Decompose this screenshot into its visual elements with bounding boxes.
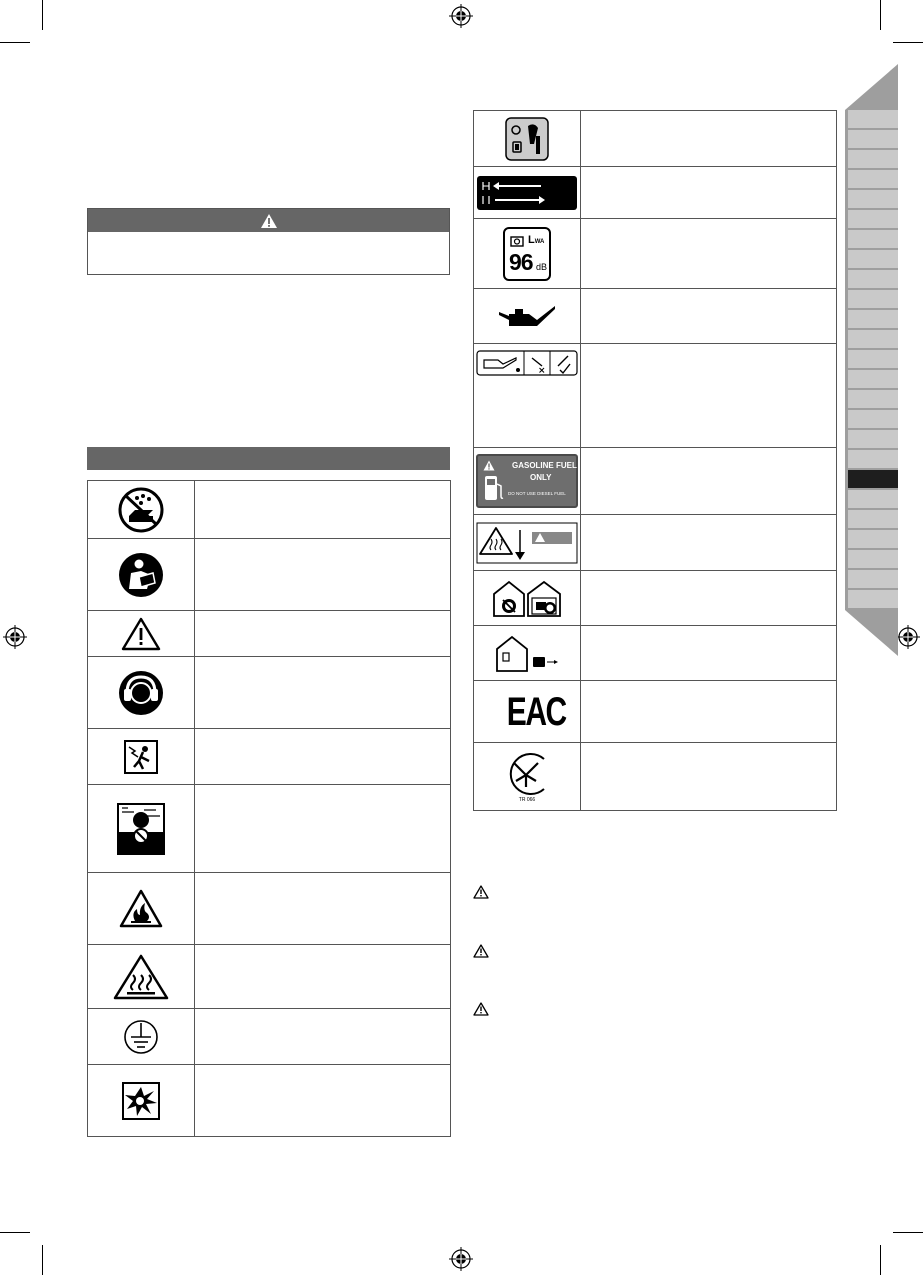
engine-icon — [509, 233, 525, 249]
fuel-pump-icon — [483, 474, 505, 504]
row-text — [194, 945, 450, 1009]
ua-mark-caption: TR 066 — [518, 796, 536, 803]
row-text — [580, 289, 836, 344]
row-text — [194, 729, 450, 785]
left-symbol-table — [87, 480, 451, 1137]
indoor-use-prohibited-icon — [492, 578, 562, 618]
sound-power-icon — [503, 227, 551, 281]
row-text — [194, 539, 450, 611]
carbon-monoxide-icon — [116, 802, 166, 856]
row-text — [194, 785, 450, 873]
row-text — [580, 219, 836, 289]
table-row — [88, 611, 451, 657]
side-tab[interactable] — [848, 410, 898, 428]
explosion-hazard-icon — [121, 1081, 161, 1121]
side-tab[interactable] — [848, 190, 898, 208]
note-item — [473, 885, 489, 904]
read-manual-icon — [117, 551, 165, 599]
side-tab-active[interactable] — [848, 470, 898, 488]
lwa-label: L — [527, 233, 535, 246]
table-row — [88, 657, 451, 729]
side-tab[interactable] — [848, 490, 898, 508]
side-tab[interactable] — [848, 370, 898, 388]
side-tab[interactable] — [848, 390, 898, 408]
section-header-bar — [87, 447, 450, 470]
table-row — [474, 167, 837, 219]
electric-shock-icon — [123, 739, 159, 775]
fuel-label-line2: ONLY — [529, 473, 552, 482]
cross-mark: × — [537, 366, 546, 376]
side-tab[interactable] — [848, 310, 898, 328]
warning-box-text — [88, 232, 449, 244]
oil-fuel-check-icon — [476, 350, 578, 376]
fuel-label-line1: GASOLINE FUEL — [511, 461, 577, 470]
table-row — [474, 448, 837, 515]
row-text — [580, 515, 836, 571]
table-row — [88, 481, 451, 539]
side-tab[interactable] — [848, 150, 898, 168]
side-tab[interactable] — [848, 530, 898, 548]
side-tab[interactable] — [848, 270, 898, 288]
choke-lever-icon — [504, 116, 550, 162]
warning-box — [87, 208, 450, 275]
row-text — [580, 681, 836, 743]
table-row — [88, 1065, 451, 1137]
side-tab[interactable] — [848, 230, 898, 248]
side-tab[interactable] — [848, 350, 898, 368]
earth-ground-icon — [123, 1019, 159, 1055]
side-tab[interactable] — [848, 290, 898, 308]
table-row — [88, 785, 451, 873]
row-text — [580, 344, 836, 448]
row-text — [194, 1065, 450, 1137]
table-row — [474, 111, 837, 167]
table-row — [474, 743, 837, 811]
sound-value: 96 — [508, 248, 533, 275]
table-row — [88, 873, 451, 945]
hot-surface-below-icon — [476, 522, 578, 564]
registration-mark-icon — [449, 4, 473, 28]
row-text — [194, 873, 450, 945]
table-row — [474, 571, 837, 626]
table-row — [88, 729, 451, 785]
table-row — [474, 681, 837, 743]
distance-arrows-icon — [477, 176, 577, 210]
ua-conformity-symbol — [502, 751, 552, 797]
table-row — [88, 1009, 451, 1065]
table-row — [474, 344, 837, 448]
warning-triangle-icon — [473, 885, 489, 899]
row-text — [580, 626, 836, 681]
sound-unit: dB — [535, 261, 547, 272]
table-row — [474, 515, 837, 571]
table-row — [474, 289, 837, 344]
row-text — [580, 167, 836, 219]
row-text — [580, 448, 836, 515]
side-tab[interactable] — [848, 590, 898, 608]
fuel-label-line3: DO NOT USE DIESEL FUEL — [507, 491, 566, 496]
hot-surface-icon — [113, 953, 169, 1001]
do-not-expose-to-rain-icon — [113, 486, 169, 534]
registration-mark-icon — [3, 625, 27, 649]
row-text — [194, 1009, 450, 1065]
table-row — [88, 945, 451, 1009]
side-tab[interactable] — [848, 130, 898, 148]
side-tab[interactable] — [848, 510, 898, 528]
side-tab[interactable] — [848, 330, 898, 348]
outdoor-use-icon — [495, 633, 559, 673]
side-tab[interactable] — [848, 210, 898, 228]
wear-ear-protection-icon — [117, 669, 165, 717]
row-text — [194, 481, 450, 539]
row-text — [580, 111, 836, 167]
table-row — [474, 626, 837, 681]
side-tab[interactable] — [848, 110, 898, 128]
warning-triangle-icon — [473, 944, 489, 958]
note-item — [473, 1002, 489, 1021]
row-text — [580, 743, 836, 811]
registration-mark-icon — [449, 1247, 473, 1271]
row-text — [580, 571, 836, 626]
table-row — [88, 539, 451, 611]
side-tab[interactable] — [848, 170, 898, 188]
warning-triangle-icon — [260, 213, 278, 229]
oil-can-icon — [497, 302, 557, 330]
side-tab[interactable] — [848, 570, 898, 588]
row-text — [194, 611, 450, 657]
eac-mark-icon — [497, 689, 566, 735]
warning-triangle-icon — [483, 460, 495, 471]
gasoline-fuel-only-icon — [476, 454, 578, 508]
ua-conformity-mark-icon — [497, 751, 557, 803]
warning-triangle-icon — [473, 1002, 489, 1016]
flammable-icon — [119, 889, 163, 929]
side-tab[interactable] — [848, 430, 898, 448]
eac-mark-label: EAC — [506, 689, 566, 734]
right-symbol-table — [473, 110, 837, 811]
side-tab[interactable] — [848, 550, 898, 568]
general-warning-icon — [121, 617, 161, 651]
note-item — [473, 944, 489, 963]
side-tab[interactable] — [848, 450, 898, 468]
lwa-subscript: WA — [534, 238, 545, 245]
warning-box-header — [88, 209, 449, 232]
row-text — [194, 657, 450, 729]
side-tab[interactable] — [848, 250, 898, 268]
table-row — [474, 219, 837, 289]
